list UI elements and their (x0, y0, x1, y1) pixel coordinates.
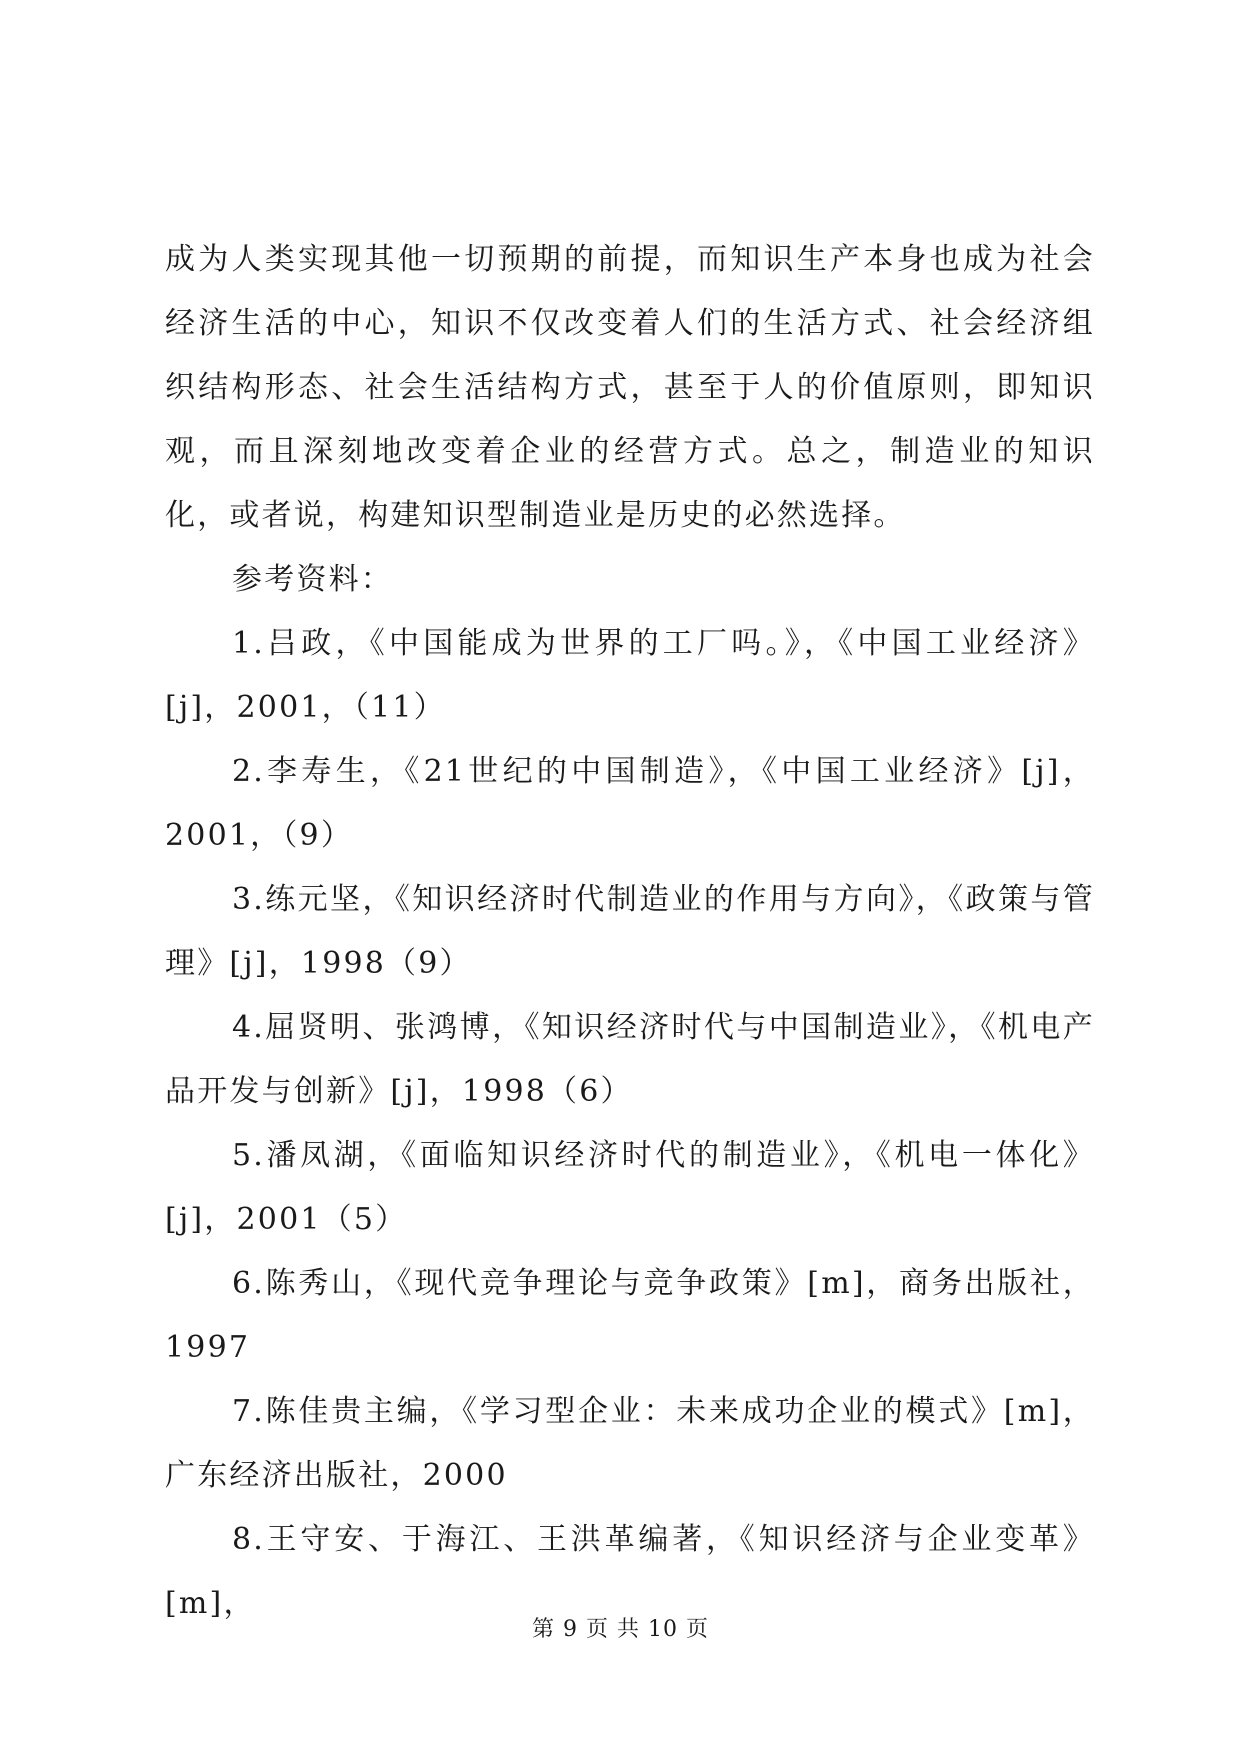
references-heading: 参考资料： (232, 562, 393, 597)
intro-paragraph: 成为人类实现其他一切预期的前提，而知识生产本身也成为社会经济生活的中心，知识不仅改变着人们的生活方式、社会经济组织结构形态、社会生活结构方式，甚至于人的价值原则，即知识观，而且深刻地改变着企业的经营方式。总之，制造业的知识化，或者说，构建知识型制造业是历史的必然选择。 (165, 242, 1095, 533)
reference-item: 6.陈秀山，《现代竞争理论与竞争政策》[m]，商务出版社，1997 (165, 1266, 1095, 1365)
document-body (165, 228, 1095, 1636)
reference-item: 3.练元坚，《知识经济时代制造业的作用与方向》，《政策与管理》[j]，1998（9） (165, 882, 1095, 981)
reference-item: 8.王守安、于海江、王洪革编著，《知识经济与企业变革》[m]， (165, 1522, 1095, 1621)
reference-item: 7.陈佳贵主编，《学习型企业：未来成功企业的模式》[m]，广东经济出版社，2000 (165, 1394, 1095, 1493)
reference-item: 1.吕政，《中国能成为世界的工厂吗。》，《中国工业经济》[j]，2001，（11） (165, 626, 1095, 725)
reference-item: 2.李寿生，《21世纪的中国制造》，《中国工业经济》[j]，2001，（9） (165, 754, 1095, 853)
page-number-footer: 第 9 页 共 10 页 (532, 1617, 709, 1642)
reference-item: 4.屈贤明、张鸿博，《知识经济时代与中国制造业》，《机电产品开发与创新》[j]，1998（6） (165, 1010, 1095, 1109)
reference-item: 5.潘凤湖，《面临知识经济时代的制造业》，《机电一体化》[j]，2001（5） (165, 1138, 1095, 1237)
